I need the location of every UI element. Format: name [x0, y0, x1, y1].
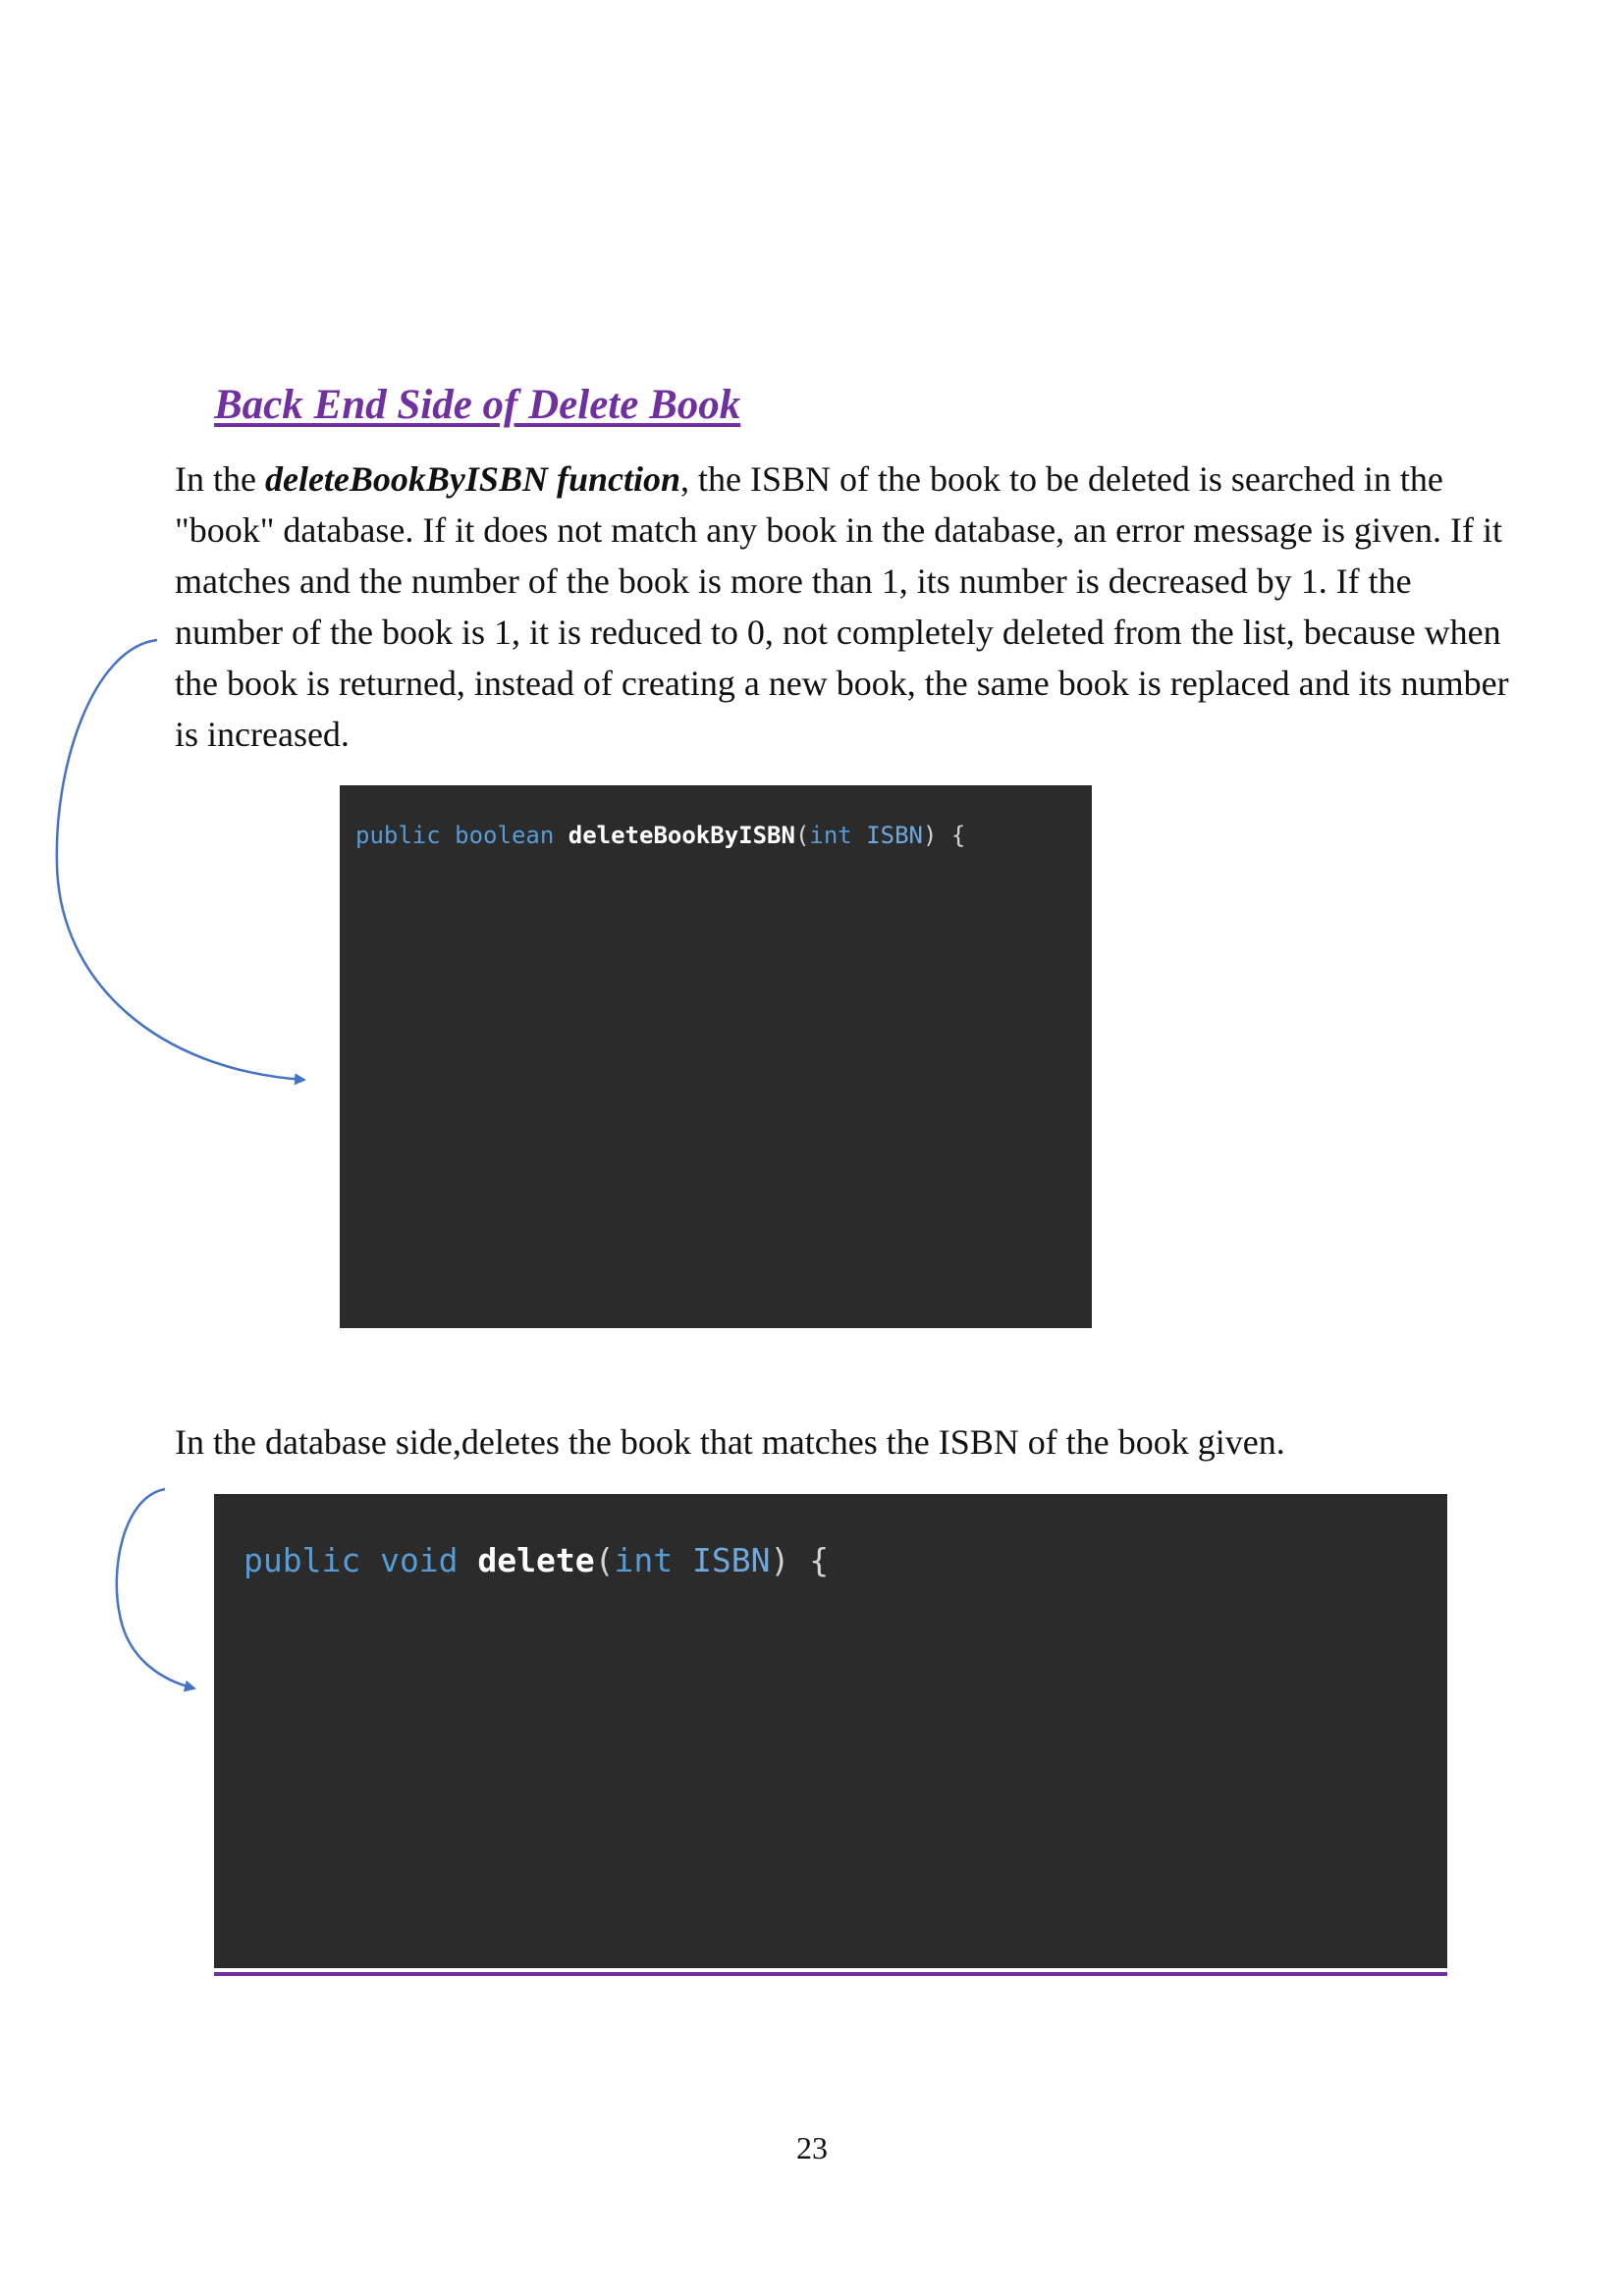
arrow-path-1 — [57, 640, 304, 1080]
function-name-emphasis: deleteBookByISBN function — [264, 459, 680, 499]
section-divider — [214, 1972, 1447, 1976]
database-paragraph: In the database side,deletes the book that matches the ISBN of the book given. — [175, 1422, 1285, 1462]
code-screenshot-delete-book-by-isbn — [340, 785, 1092, 1328]
code-line: public void delete(int ISBN) { — [244, 1541, 830, 1580]
intro-text-rest: , the ISBN of the book to be deleted is searched in the "book" database. If it does not match any book in the database, an error message is given. If it matches and the number of the book is more than 1, its number is decreased by 1. If the number of the book is 1, it is reduced to 0, not completely deleted from the list, because when the book is returned, instead of creating a new book, the same book is replaced and its number is increased. — [175, 459, 1509, 754]
intro-text-start: In the — [175, 459, 265, 499]
arrow-path-2 — [117, 1489, 194, 1688]
section-heading: Back End Side of Delete Book — [214, 382, 741, 428]
page-number: 23 — [796, 2130, 828, 2165]
code-screenshot-delete — [214, 1494, 1447, 1968]
code-line: public boolean deleteBookByISBN(int ISBN) { — [355, 822, 966, 849]
